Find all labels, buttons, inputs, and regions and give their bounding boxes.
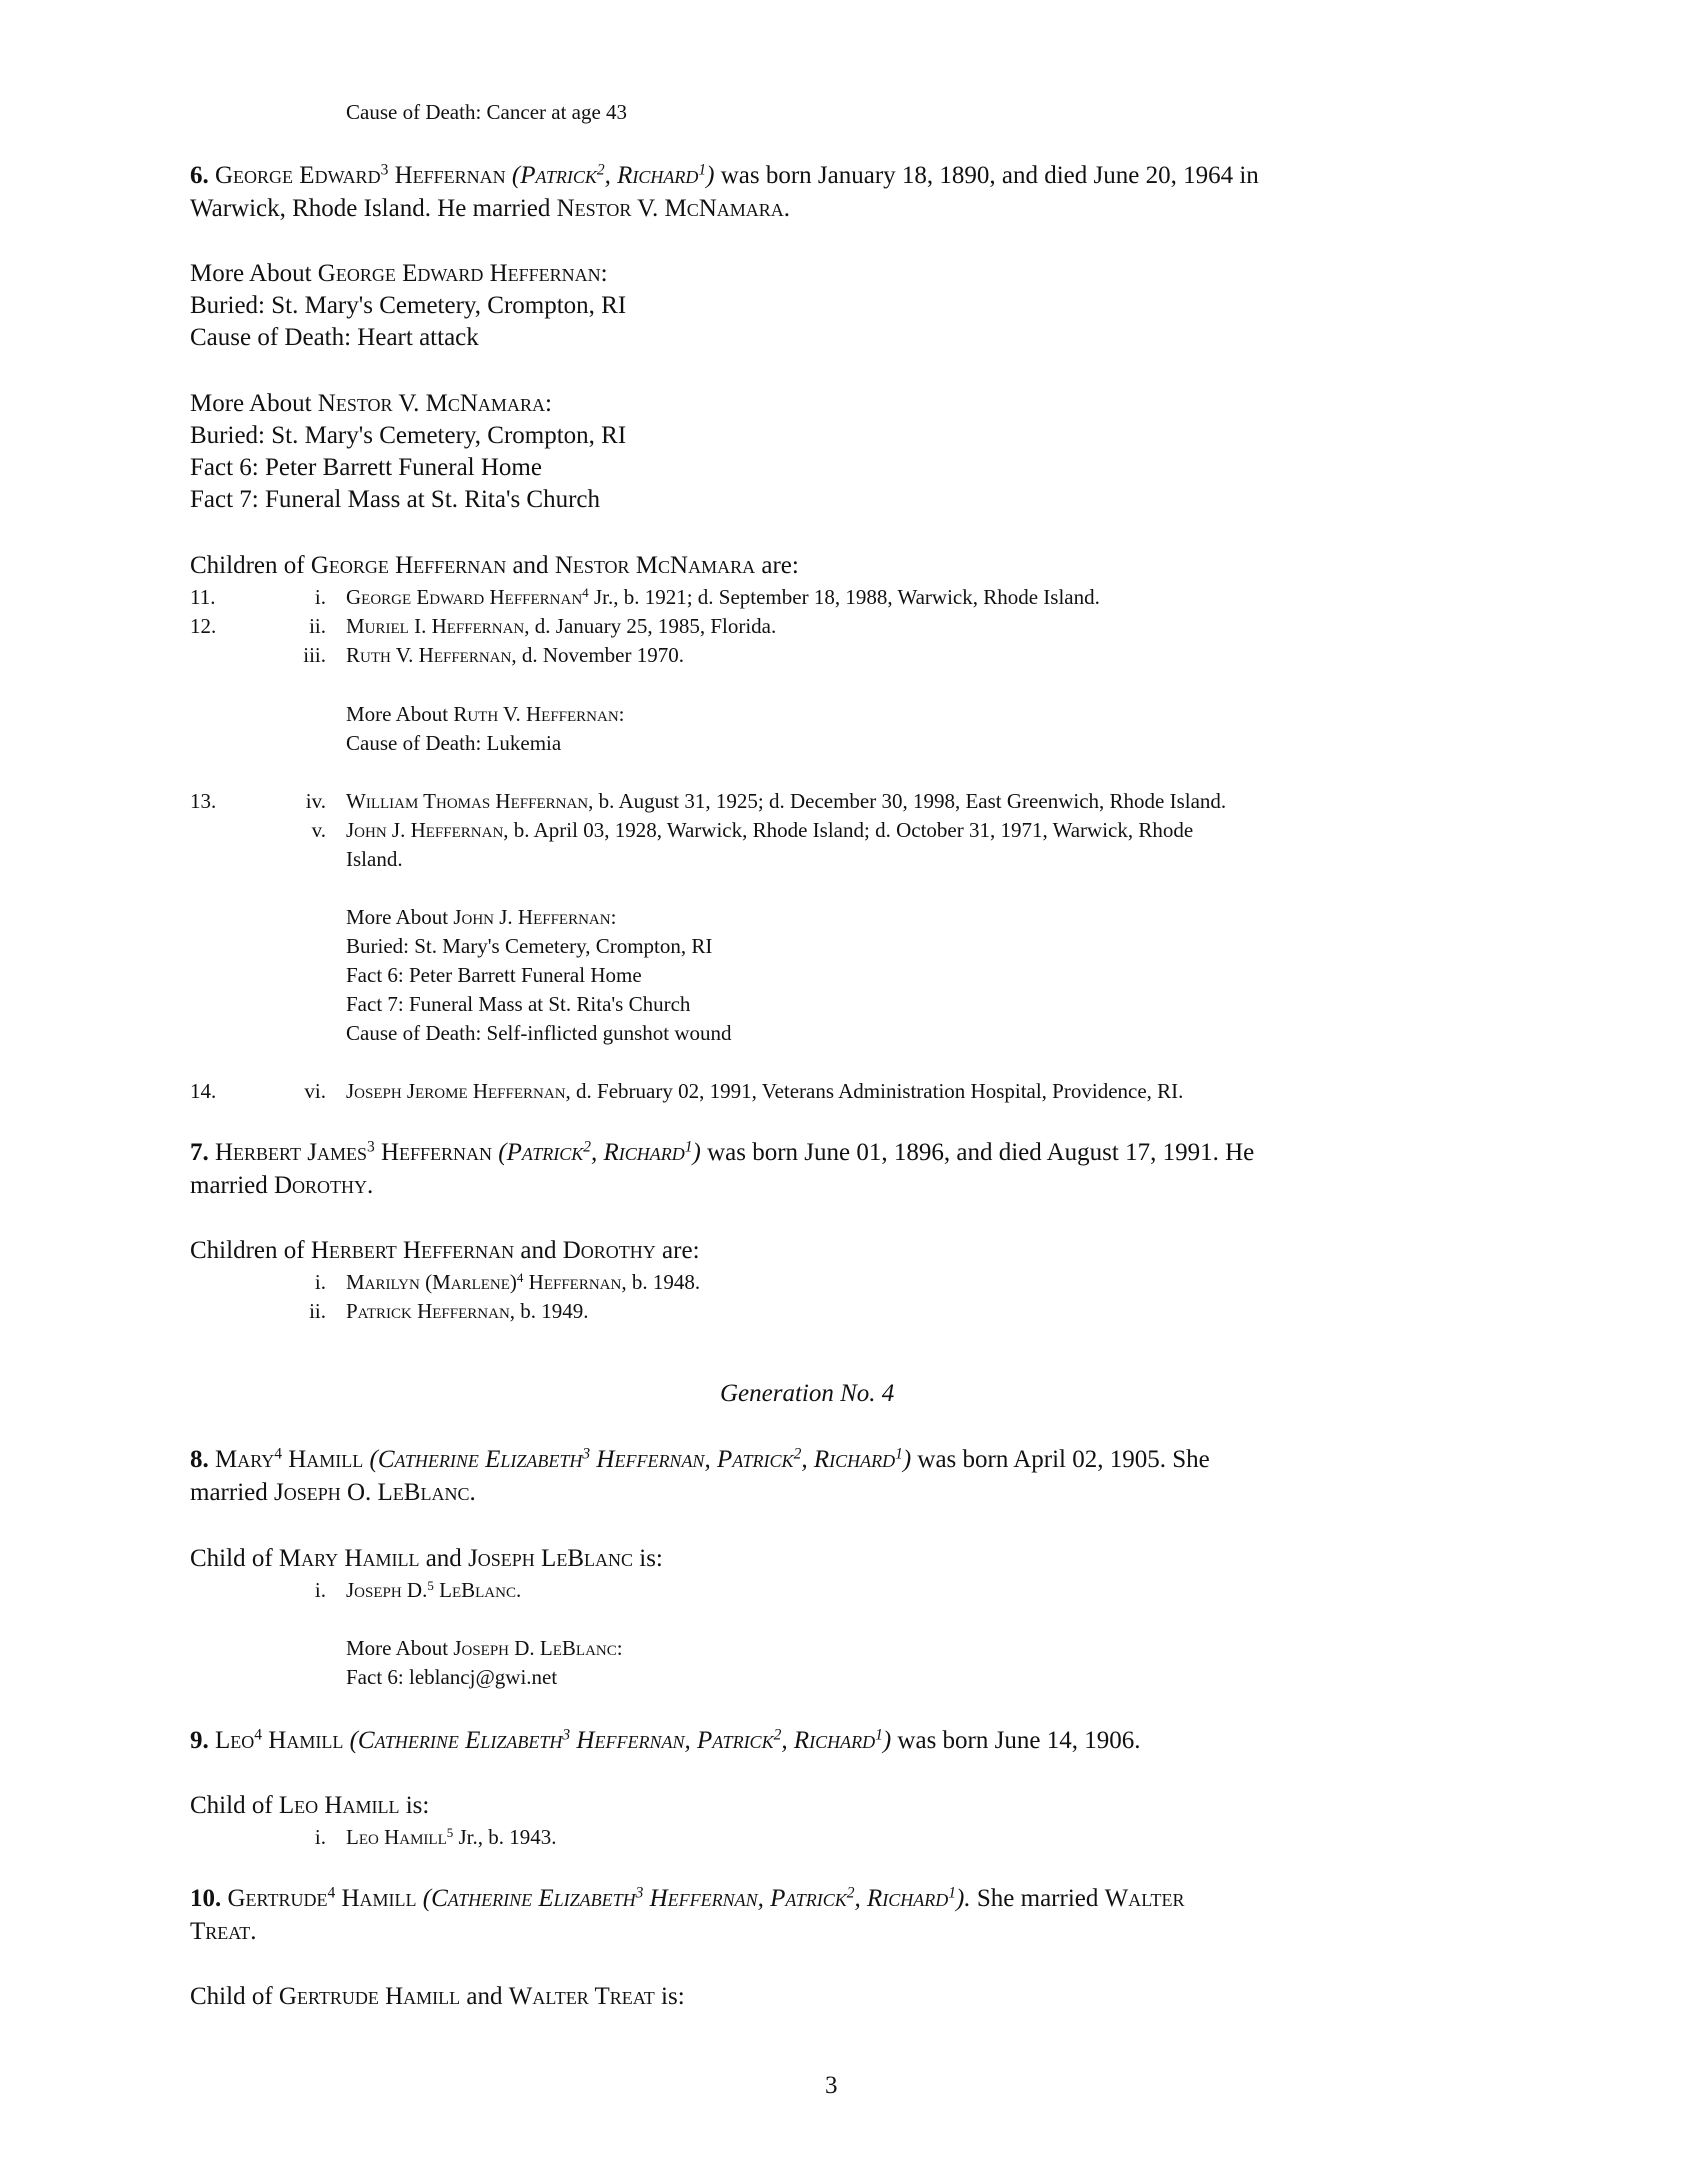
john-buried: Buried: St. Mary's Cemetery, Crompton, RI bbox=[346, 934, 713, 958]
more-about-ruth-title: More About Ruth V. Heffernan: bbox=[346, 702, 625, 726]
child-entry-continuation: Island. bbox=[346, 847, 403, 871]
lineage: (Patrick$^2$, Richard$^1$) bbox=[511, 161, 715, 189]
more-about-john-title: More About John J. Heffernan: bbox=[346, 905, 617, 929]
person-8-line-2: married Joseph O. LeBlanc. bbox=[190, 1479, 476, 1506]
child-roman: ii. bbox=[309, 614, 326, 638]
child-roman: iv. bbox=[305, 789, 326, 813]
children-9-intro: Child of Leo Hamill is: bbox=[190, 1792, 430, 1819]
child-entry: Ruth V. Heffernan, d. November 1970. bbox=[346, 643, 684, 667]
joseph-fact-6: Fact 6: leblancj@gwi.net bbox=[346, 1665, 558, 1689]
child-number: 14. bbox=[190, 1079, 217, 1103]
lineage: (Catherine Elizabeth$^3$ Heffernan, Patrick$^2$, Richard$^1$) bbox=[369, 1445, 912, 1473]
george-cause-of-death: Cause of Death: Heart attack bbox=[190, 324, 479, 351]
nestor-fact-6: Fact 6: Peter Barrett Funeral Home bbox=[190, 454, 542, 481]
generation-heading: Generation No. 4 bbox=[720, 1380, 895, 1407]
page-number: 3 bbox=[825, 2072, 838, 2099]
person-6-line-1: 6. George Edward$^3$ Heffernan (Patrick$^2$, Richard$^1$) was born January 18, 1890, and died June 20, 1964 in bbox=[190, 161, 1259, 189]
child-entry: William Thomas Heffernan, b. August 31, 1925; d. December 30, 1998, East Greenwich, Rhode Island. bbox=[346, 789, 1227, 813]
spouse-name: Nestor V. McNamara bbox=[556, 195, 784, 222]
continuation-cause-of-death: Cause of Death: Cancer at age 43 bbox=[346, 100, 628, 124]
person-7-line-2: married Dorothy. bbox=[190, 1172, 374, 1199]
person-7-line-1: 7. Herbert James$^3$ Heffernan (Patrick$^2$, Richard$^1$) was born June 01, 1896, and died August 17, 1991. He bbox=[190, 1138, 1255, 1166]
child-number: 12. bbox=[190, 614, 217, 638]
george-buried: Buried: St. Mary's Cemetery, Crompton, RI bbox=[190, 292, 627, 319]
ruth-cause-of-death: Cause of Death: Lukemia bbox=[346, 731, 562, 755]
person-10-line-2: Treat. bbox=[190, 1918, 257, 1945]
nestor-buried: Buried: St. Mary's Cemetery, Crompton, RI bbox=[190, 422, 627, 449]
nestor-fact-7: Fact 7: Funeral Mass at St. Rita's Church bbox=[190, 486, 601, 513]
child-roman: i. bbox=[314, 1270, 326, 1294]
child-entry: George Edward Heffernan$^4$ Jr., b. 1921; d. September 18, 1988, Warwick, Rhode Island. bbox=[346, 584, 1100, 609]
person-surname: Heffernan bbox=[394, 162, 506, 189]
child-entry: Leo Hamill$^5$ Jr., b. 1943. bbox=[346, 1824, 557, 1849]
child-roman: iii. bbox=[303, 643, 326, 667]
more-about-george-title: More About George Edward Heffernan: bbox=[190, 260, 608, 287]
child-entry: Joseph Jerome Heffernan, d. February 02, 1991, Veterans Administration Hospital, Providence, RI. bbox=[346, 1079, 1184, 1103]
children-8-intro: Child of Mary Hamill and Joseph LeBlanc is: bbox=[190, 1545, 663, 1572]
lineage: (Catherine Elizabeth$^3$ Heffernan, Patrick$^2$, Richard$^1$) bbox=[349, 1726, 892, 1754]
lineage: (Patrick$^2$, Richard$^1$) bbox=[498, 1138, 701, 1166]
person-6-line-2: Warwick, Rhode Island. He married Nestor V. McNamara. bbox=[190, 195, 791, 222]
child-number: 13. bbox=[190, 789, 217, 813]
child-entry: Joseph D.$^5$ LeBlanc. bbox=[346, 1577, 522, 1602]
lineage: (Catherine Elizabeth$^3$ Heffernan, Patrick$^2$, Richard$^1$). bbox=[422, 1884, 971, 1912]
child-entry: Marilyn (Marlene)$^4$ Heffernan, b. 1948. bbox=[346, 1269, 701, 1294]
person-9-line-1: 9. Leo$^4$ Hamill (Catherine Elizabeth$^3$ Heffernan, Patrick$^2$, Richard$^1$) was born June 14, 1906. bbox=[190, 1726, 1141, 1754]
person-number: 6. bbox=[190, 162, 209, 189]
more-about-nestor-title: More About Nestor V. McNamara: bbox=[190, 390, 552, 417]
child-roman: i. bbox=[314, 1578, 326, 1602]
person-8-line-1: 8. Mary$^4$ Hamill (Catherine Elizabeth$^3$ Heffernan, Patrick$^2$, Richard$^1$) was born April 02, 1905. She bbox=[190, 1445, 1210, 1473]
child-entry: Patrick Heffernan, b. 1949. bbox=[346, 1299, 589, 1323]
john-cause-of-death: Cause of Death: Self-inflicted gunshot wound bbox=[346, 1021, 732, 1045]
child-entry: Muriel I. Heffernan, d. January 25, 1985, Florida. bbox=[346, 614, 777, 638]
john-fact-7: Fact 7: Funeral Mass at St. Rita's Church bbox=[346, 992, 691, 1016]
more-about-joseph-title: More About Joseph D. LeBlanc: bbox=[346, 1636, 623, 1660]
child-roman: v. bbox=[311, 818, 326, 842]
child-roman: vi. bbox=[304, 1079, 326, 1103]
children-7-intro: Children of Herbert Heffernan and Dorothy are: bbox=[190, 1237, 700, 1264]
person-10-line-1: 10. Gertrude$^4$ Hamill (Catherine Elizabeth$^3$ Heffernan, Patrick$^2$, Richard$^1$). She married Walter bbox=[190, 1884, 1185, 1912]
children-10-intro: Child of Gertrude Hamill and Walter Treat is: bbox=[190, 1983, 685, 2010]
child-roman: i. bbox=[314, 585, 326, 609]
generation-superscript: 3 bbox=[380, 161, 389, 179]
child-roman: i. bbox=[314, 1825, 326, 1849]
child-roman: ii. bbox=[309, 1299, 326, 1323]
child-entry: John J. Heffernan, b. April 03, 1928, Warwick, Rhode Island; d. October 31, 1971, Warwick, Rhode bbox=[346, 818, 1194, 842]
john-fact-6: Fact 6: Peter Barrett Funeral Home bbox=[346, 963, 642, 987]
child-number: 11. bbox=[190, 585, 216, 609]
person-name: George Edward bbox=[215, 162, 381, 189]
children-6-intro: Children of George Heffernan and Nestor McNamara are: bbox=[190, 552, 799, 579]
